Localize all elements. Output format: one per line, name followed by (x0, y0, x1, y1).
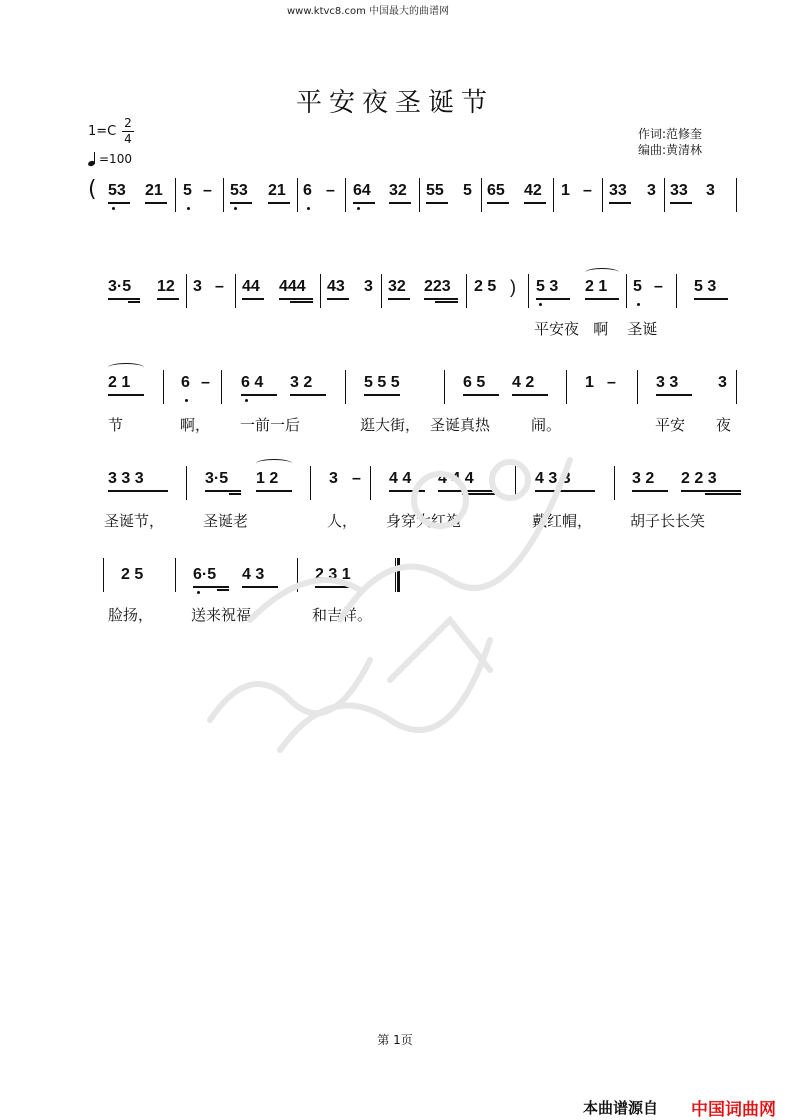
sixteenth-underline (128, 301, 140, 303)
tempo-value: =100 (99, 152, 132, 166)
bar-line (370, 466, 371, 500)
note-group: 3·5 (205, 470, 229, 487)
lyric-word: 圣诞真热 (430, 416, 491, 434)
lower-octave-dot (112, 207, 115, 210)
lyric-word: 闹。 (531, 416, 562, 434)
note-group: 53 (230, 182, 248, 199)
note-group: 44 (242, 278, 260, 295)
eighth-underline (268, 202, 290, 204)
bar-line (186, 466, 187, 500)
note-group: 4 4 (389, 470, 412, 487)
time-signature-top: 2 (124, 116, 132, 130)
bar-line (602, 178, 603, 212)
eighth-underline (424, 298, 458, 300)
note-dash: – (215, 278, 224, 295)
eighth-underline (108, 394, 144, 396)
note-group: 3 3 (656, 374, 679, 391)
note-group: 444 (279, 278, 306, 295)
eighth-underline (242, 298, 264, 300)
eighth-underline (230, 202, 252, 204)
eighth-underline (670, 202, 692, 204)
note-group: 5 (633, 278, 642, 295)
source-site-link[interactable]: 中国词曲网 (691, 1100, 776, 1120)
bar-line (553, 178, 554, 212)
bar-line (664, 178, 665, 212)
bar-line (444, 370, 445, 404)
eighth-underline (279, 298, 313, 300)
slur (585, 268, 619, 277)
note-group: 6 (303, 182, 312, 199)
lyric-word: 戴红帽， (532, 512, 593, 530)
eighth-underline (512, 394, 548, 396)
tempo-marking (88, 152, 132, 166)
bar-line (528, 274, 529, 308)
lower-octave-dot (185, 399, 188, 402)
eighth-underline (681, 490, 741, 492)
eighth-underline (290, 394, 326, 396)
lyric-word: 脸扬， (108, 606, 154, 624)
key-signature: 1=C (88, 124, 117, 139)
note-group: 5 3 (536, 278, 559, 295)
eighth-underline (353, 202, 375, 204)
eighth-underline (389, 490, 425, 492)
bar-line (175, 178, 176, 212)
note-dash: – (326, 182, 335, 199)
slur (256, 459, 292, 468)
bar-line (103, 558, 104, 592)
bar-line (566, 370, 567, 404)
sixteenth-underline (229, 493, 241, 495)
bar-line (676, 274, 677, 308)
eighth-underline (327, 298, 349, 300)
eighth-underline (364, 394, 400, 396)
bar-line (235, 274, 236, 308)
eighth-underline (242, 586, 278, 588)
eighth-underline (108, 298, 140, 300)
note-group: 3 (364, 278, 373, 295)
bar-line (515, 466, 516, 500)
lyric-word: 圣诞节， (104, 512, 165, 530)
lower-octave-dot (357, 207, 360, 210)
time-signature (122, 117, 134, 146)
eighth-underline (193, 586, 229, 588)
eighth-underline (256, 490, 292, 492)
eighth-underline (609, 202, 631, 204)
lower-octave-dot (539, 303, 542, 306)
lyric-word: 胡子长长笑 (630, 512, 706, 530)
bar-line (310, 466, 311, 500)
eighth-underline (108, 490, 168, 492)
bar-line (223, 178, 224, 212)
note-group: 3 (647, 182, 656, 199)
lyric-word: 送来祝福 (191, 606, 252, 624)
note-group: 42 (524, 182, 542, 199)
eighth-underline (694, 298, 728, 300)
note-group: 223 (424, 278, 451, 295)
note-group: 21 (145, 182, 163, 199)
note-group: 3 2 (290, 374, 313, 391)
note-group: 4 2 (512, 374, 535, 391)
bar-line (345, 370, 346, 404)
note-group: 5 5 5 (364, 374, 400, 391)
lyric-word: 节 (108, 416, 124, 434)
eighth-underline (656, 394, 692, 396)
credits (638, 126, 702, 158)
bar-line (320, 274, 321, 308)
bar-line (736, 370, 737, 404)
bar-line (466, 274, 467, 308)
sixteenth-underline (462, 493, 498, 495)
bar-line (736, 178, 737, 212)
eighth-underline (145, 202, 167, 204)
note-group: 32 (389, 182, 407, 199)
note-group: 1 (561, 182, 570, 199)
site-header: www.ktvc8.com 中国最大的曲谱网 (287, 6, 450, 17)
quarter-note-icon (88, 152, 96, 166)
note-group: 2 2 3 (681, 470, 717, 487)
note-group: 4 4 4 (438, 470, 474, 487)
bar-line (419, 178, 420, 212)
time-signature-bottom: 4 (124, 132, 132, 146)
eighth-underline (463, 394, 499, 396)
lyric-word: 圣诞老 (203, 512, 249, 530)
eighth-underline (205, 490, 241, 492)
eighth-underline (426, 202, 448, 204)
eighth-underline (536, 298, 570, 300)
lyric-word: 夜 (716, 416, 732, 434)
source-label: 本曲谱源自 (583, 1099, 659, 1117)
bar-line (626, 274, 627, 308)
eighth-underline (315, 586, 351, 588)
final-bar-line (395, 558, 400, 592)
bar-line (637, 370, 638, 404)
eighth-underline (438, 490, 498, 492)
note-group: 6 5 (463, 374, 486, 391)
note-group: 2 1 (108, 374, 131, 391)
bar-line (175, 558, 176, 592)
lower-octave-dot (197, 591, 200, 594)
note-group: 3 (329, 470, 338, 487)
eighth-underline (157, 298, 179, 300)
note-group: 55 (426, 182, 444, 199)
eighth-underline (535, 490, 595, 492)
composer: 编曲:黄清林 (638, 143, 703, 157)
note-group: 3 3 3 (108, 470, 144, 487)
note-group: 3 (193, 278, 202, 295)
lower-octave-dot (245, 399, 248, 402)
lower-octave-dot (637, 303, 640, 306)
note-group: 65 (487, 182, 505, 199)
note-group: 5 3 (694, 278, 717, 295)
bar-line (614, 466, 615, 500)
note-group: 3 (718, 374, 727, 391)
note-group: 3 2 (632, 470, 655, 487)
note-group: 33 (609, 182, 627, 199)
lyric-word: 和吉祥。 (312, 606, 373, 624)
eighth-underline (632, 490, 668, 492)
note-group: 6·5 (193, 566, 217, 583)
note-group: 3·5 (108, 278, 132, 295)
page-number: 第 1页 (377, 1033, 413, 1047)
sixteenth-underline (290, 301, 313, 303)
note-group: 5 (183, 182, 192, 199)
bar-line (481, 178, 482, 212)
lyric-word: 人， (327, 512, 358, 530)
note-group: 2 1 (585, 278, 608, 295)
note-group: 12 (157, 278, 175, 295)
note-group: 43 (327, 278, 345, 295)
bar-line (297, 558, 298, 592)
note-group: 4 3 (242, 566, 265, 583)
note-group: 2 5 (121, 566, 144, 583)
lyricist: 作词:范修奎 (638, 127, 703, 141)
note-dash: – (352, 470, 361, 487)
bar-line (381, 274, 382, 308)
note-group: 6 (181, 374, 190, 391)
eighth-underline (487, 202, 509, 204)
slur (108, 363, 144, 372)
note-dash: – (201, 374, 210, 391)
repeat-open-paren: ( (88, 177, 97, 202)
eighth-underline (241, 394, 277, 396)
note-group: 2 3 1 (315, 566, 351, 583)
note-group: 33 (670, 182, 688, 199)
eighth-underline (585, 298, 619, 300)
note-group: 3 (706, 182, 715, 199)
lower-octave-dot (307, 207, 310, 210)
repeat-close-paren: ) (510, 277, 516, 297)
note-group: 5 (463, 182, 472, 199)
song-title: 平安夜圣诞节 (295, 88, 494, 118)
bar-line (163, 370, 164, 404)
note-dash: – (607, 374, 616, 391)
bar-line (297, 178, 298, 212)
note-group: 1 2 (256, 470, 279, 487)
sixteenth-underline (435, 301, 458, 303)
note-group: 64 (353, 182, 371, 199)
note-dash: – (203, 182, 212, 199)
sixteenth-underline (217, 589, 229, 591)
note-group: 6 4 (241, 374, 264, 391)
lyric-word: 逛大街， (360, 416, 421, 434)
eighth-underline (389, 202, 411, 204)
bar-line (186, 274, 187, 308)
note-dash: – (654, 278, 663, 295)
lyric-word: 平安 (655, 416, 686, 434)
lyric-line: 平安夜 啊 圣诞 (534, 320, 658, 338)
note-group: 53 (108, 182, 126, 199)
note-group: 4 3 3 (535, 470, 571, 487)
eighth-underline (524, 202, 546, 204)
sixteenth-underline (705, 493, 741, 495)
lyric-word: 一前一后 (240, 416, 301, 434)
lower-octave-dot (187, 207, 190, 210)
note-group: 2 5 (474, 278, 497, 295)
note-group: 21 (268, 182, 286, 199)
note-group: 32 (388, 278, 406, 295)
bar-line (221, 370, 222, 404)
eighth-underline (108, 202, 130, 204)
bar-line (345, 178, 346, 212)
lyric-word: 身穿大红袍 (386, 512, 462, 530)
eighth-underline (388, 298, 410, 300)
note-group: 1 (585, 374, 594, 391)
lower-octave-dot (234, 207, 237, 210)
lyric-word: 啊， (180, 416, 211, 434)
note-dash: – (583, 182, 592, 199)
